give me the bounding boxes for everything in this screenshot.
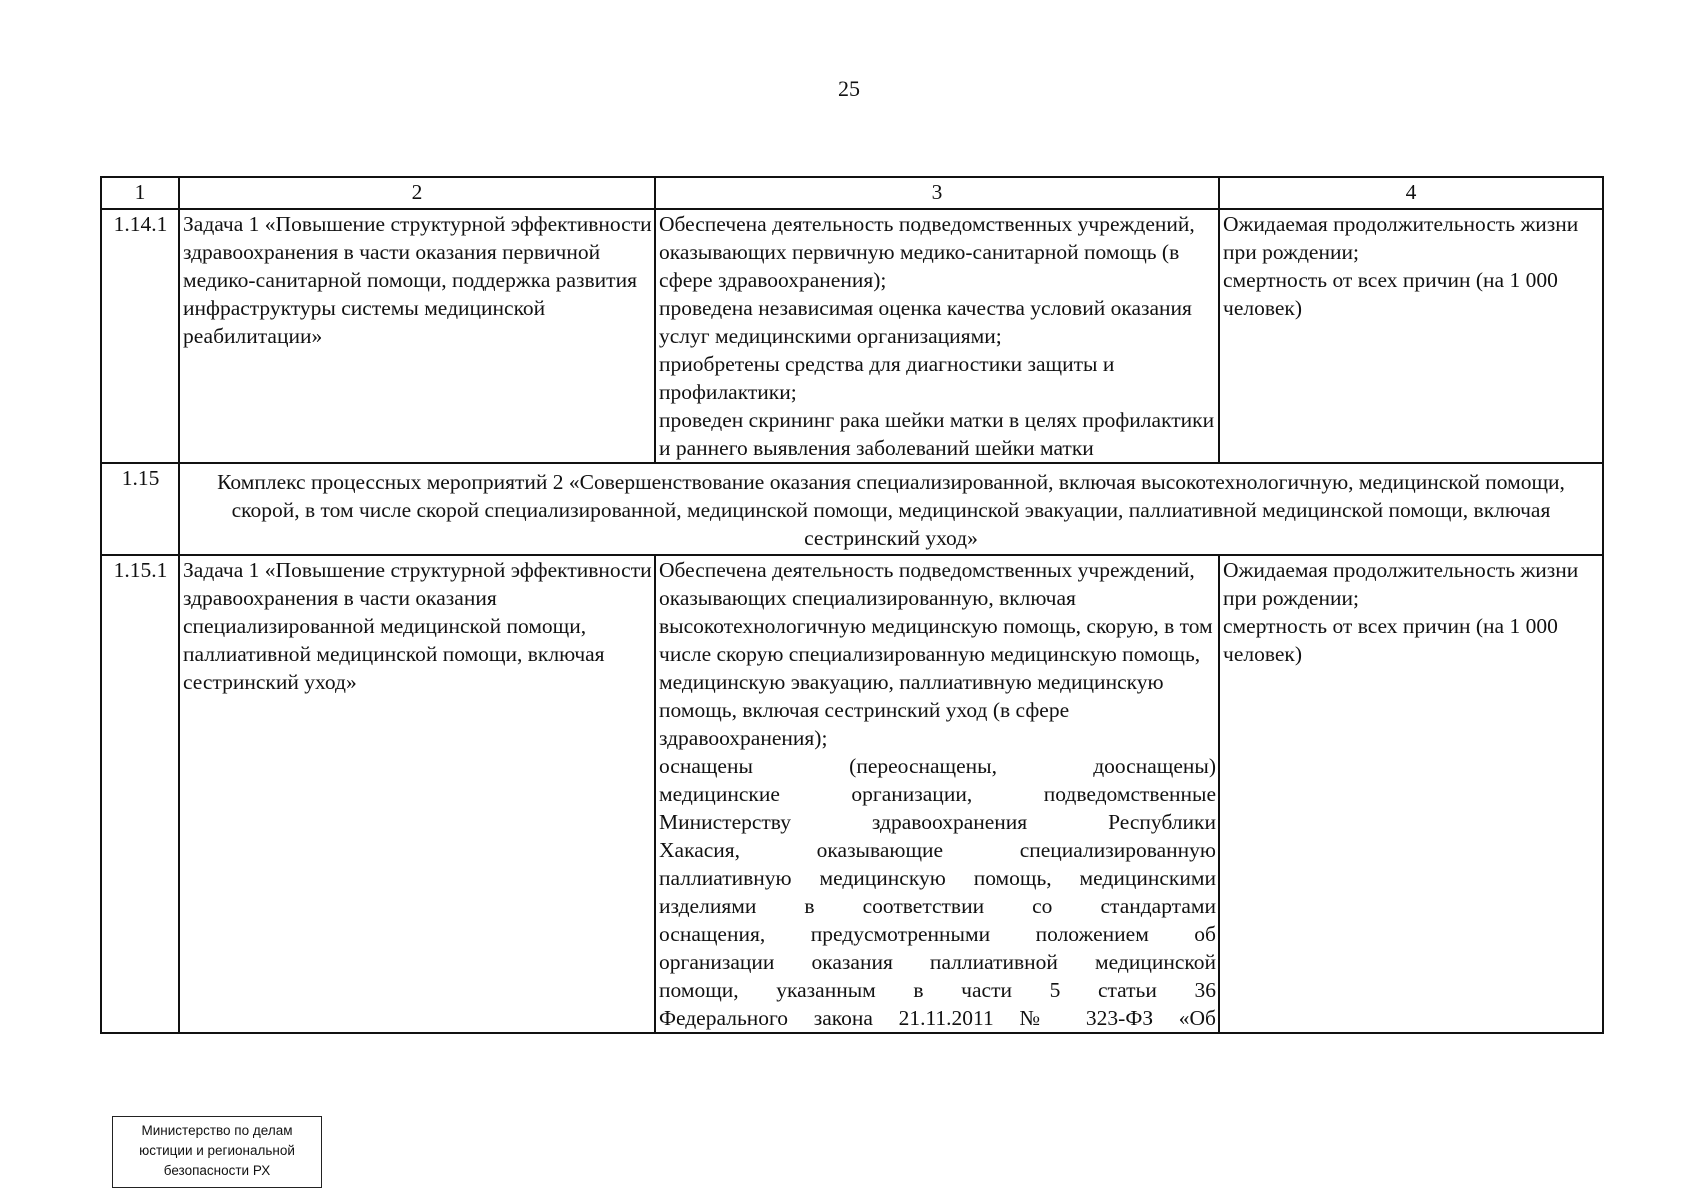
indicator-text: смертность от всех причин (на 1 000 человек) — [1223, 614, 1558, 666]
results-cell — [655, 209, 1219, 463]
section-row — [101, 463, 1603, 555]
row-number: 1.14.1 — [101, 209, 179, 463]
result-line: организации оказания паллиативной медицинской — [659, 950, 1216, 974]
row-number: 1.15.1 — [101, 555, 179, 1033]
page-number: 25 — [838, 76, 860, 101]
result-text: проведен скрининг рака шейки матки в целях профилактики и раннего выявления заболеваний шейки матки — [659, 408, 1215, 460]
table-header-row — [101, 177, 1603, 209]
result-line: помощи, указанным в части 5 статьи 36 — [659, 978, 1216, 1002]
stamp-line: юстиции и региональной — [139, 1143, 295, 1158]
indicator-text: Ожидаемая продолжительность жизни при рождении; — [1223, 558, 1579, 610]
result-text: проведена независимая оценка качества условий оказания услуг медицинскими организациями; — [659, 296, 1192, 348]
result-line: Министерству здравоохранения Республики — [659, 810, 1216, 834]
column-header-1: 1 — [101, 177, 179, 209]
results-cell — [655, 555, 1219, 1033]
result-line: медицинские организации, подведомственные — [659, 782, 1216, 806]
section-title: Комплекс процессных мероприятий 2 «Совершенствование оказания специализированной, включая высокотехнологичную, медицинской помощи, скорой, в том числе скорой специализированной, медицинской помощи, медицинской эвакуации, паллиативной медицинской помощи, включая сестринский уход» — [179, 463, 1603, 555]
result-line: оснащены (переоснащены, дооснащены) — [659, 754, 1216, 778]
result-line: Федерального закона 21.11.2011 № 323-ФЗ «Об — [659, 1006, 1216, 1030]
result-text: приобретены средства для диагностики защиты и профилактики; — [659, 352, 1115, 404]
result-text: Обеспечена деятельность подведомственных учреждений, оказывающих специализированную, включая высокотехнологичную медицинскую помощь, скорую, в том числе скорую специализированную медицинскую помощь, медицинскую эвакуацию, паллиативную медицинскую помощь, включая сестринский уход (в сфере здравоохранения); — [659, 558, 1213, 750]
registration-stamp — [112, 1116, 322, 1188]
task-cell: Задача 1 «Повышение структурной эффективности здравоохранения в части оказания специализированной медицинской помощи, паллиативной медицинской помощи, включая сестринский уход» — [179, 555, 655, 1033]
indicators-cell — [1219, 209, 1603, 463]
main-table — [100, 176, 1604, 1034]
section-number: 1.15 — [101, 463, 179, 555]
stamp-line: Министерство по делам — [141, 1123, 293, 1138]
task-cell: Задача 1 «Повышение структурной эффективности здравоохранения в части оказания первичной медико-санитарной помощи, поддержка развития инфраструктуры системы медицинской реабилитации» — [179, 209, 655, 463]
result-line: оснащения, предусмотренными положением об — [659, 922, 1216, 946]
indicator-text: Ожидаемая продолжительность жизни при рождении; — [1223, 212, 1579, 264]
column-header-3: 3 — [655, 177, 1219, 209]
indicators-cell — [1219, 555, 1603, 1033]
stamp-line: безопасности РХ — [163, 1163, 271, 1178]
result-line: паллиативную медицинскую помощь, медицинскими — [659, 866, 1216, 890]
column-header-2: 2 — [179, 177, 655, 209]
result-line: Хакасия, оказывающие специализированную — [659, 838, 1216, 862]
result-text: Обеспечена деятельность подведомственных учреждений, оказывающих первичную медико-санитарной помощь (в сфере здравоохранения); — [659, 212, 1195, 292]
result-line: изделиями в соответствии со стандартами — [659, 894, 1216, 918]
table-row — [101, 209, 1603, 463]
indicator-text: смертность от всех причин (на 1 000 человек) — [1223, 268, 1558, 320]
column-header-4: 4 — [1219, 177, 1603, 209]
table-row — [101, 555, 1603, 1033]
